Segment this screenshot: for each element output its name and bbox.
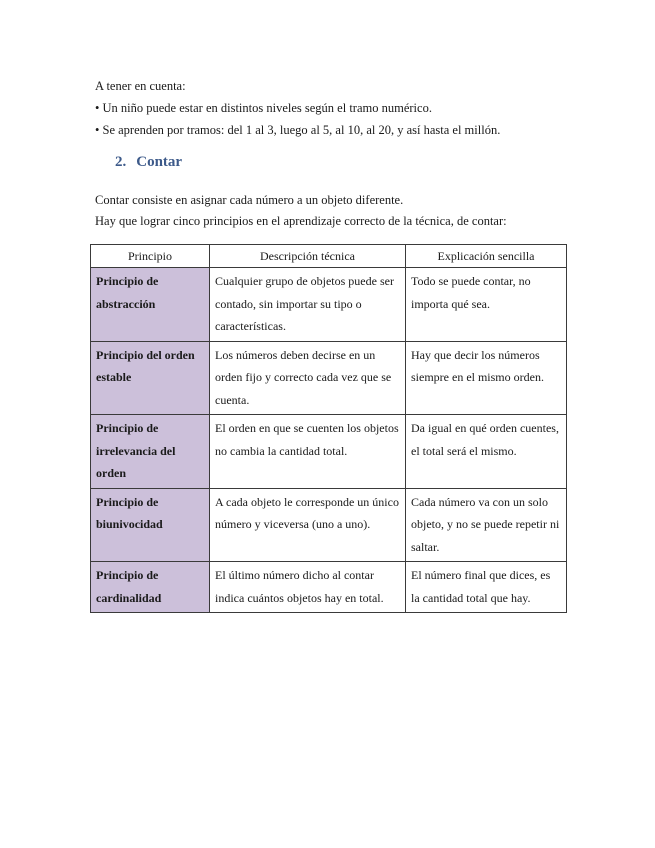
simple-explanation-cell: Hay que decir los números siempre en el mismo orden.: [406, 341, 567, 415]
paragraph: Contar consiste en asignar cada número a un objeto diferente.: [95, 193, 404, 207]
bullet-item: • Un niño puede estar en distintos niveles según el tramo numérico.: [95, 101, 432, 115]
simple-explanation-cell: El número final que dices, es la cantidad total que hay.: [406, 562, 567, 613]
simple-explanation-cell: Todo se puede contar, no importa qué sea.: [406, 268, 567, 342]
description-cell: El último número dicho al contar indica cuántos objetos hay en total.: [210, 562, 406, 613]
principle-name-cell: Principio de abstracción: [91, 268, 210, 342]
description-cell: El orden en que se cuenten los objetos no cambia la cantidad total.: [210, 415, 406, 489]
simple-explanation-cell: Da igual en qué orden cuentes, el total será el mismo.: [406, 415, 567, 489]
table-row: [91, 488, 567, 562]
section-number: 2.: [115, 154, 127, 170]
note-title: A tener en cuenta:: [95, 79, 186, 93]
simple-explanation-cell: Cada número va con un solo objeto, y no se puede repetir ni saltar.: [406, 488, 567, 562]
description-cell: Los números deben decirse en un orden fijo y correcto cada vez que se cuenta.: [210, 341, 406, 415]
column-header-principle: Principio: [91, 245, 210, 268]
table-row: [91, 415, 567, 489]
description-cell: A cada objeto le corresponde un único número y viceversa (uno a uno).: [210, 488, 406, 562]
table-row: [91, 341, 567, 415]
table-row: [91, 562, 567, 613]
bullet-item: • Se aprenden por tramos: del 1 al 3, luego al 5, al 10, al 20, y así hasta el millón.: [95, 123, 501, 137]
principles-table: [90, 244, 567, 613]
paragraph: Hay que lograr cinco principios en el aprendizaje correcto de la técnica, de contar:: [95, 214, 507, 228]
table-header-row: [91, 245, 567, 268]
column-header-simple: Explicación sencilla: [406, 245, 567, 268]
section-heading: [115, 154, 182, 171]
description-cell: Cualquier grupo de objetos puede ser contado, sin importar su tipo o características.: [210, 268, 406, 342]
principle-name-cell: Principio de irrelevancia del orden: [91, 415, 210, 489]
principle-name-cell: Principio de cardinalidad: [91, 562, 210, 613]
table-row: [91, 268, 567, 342]
column-header-description: Descripción técnica: [210, 245, 406, 268]
principle-name-cell: Principio de biunivocidad: [91, 488, 210, 562]
principle-name-cell: Principio del orden estable: [91, 341, 210, 415]
section-title: Contar: [136, 154, 183, 170]
